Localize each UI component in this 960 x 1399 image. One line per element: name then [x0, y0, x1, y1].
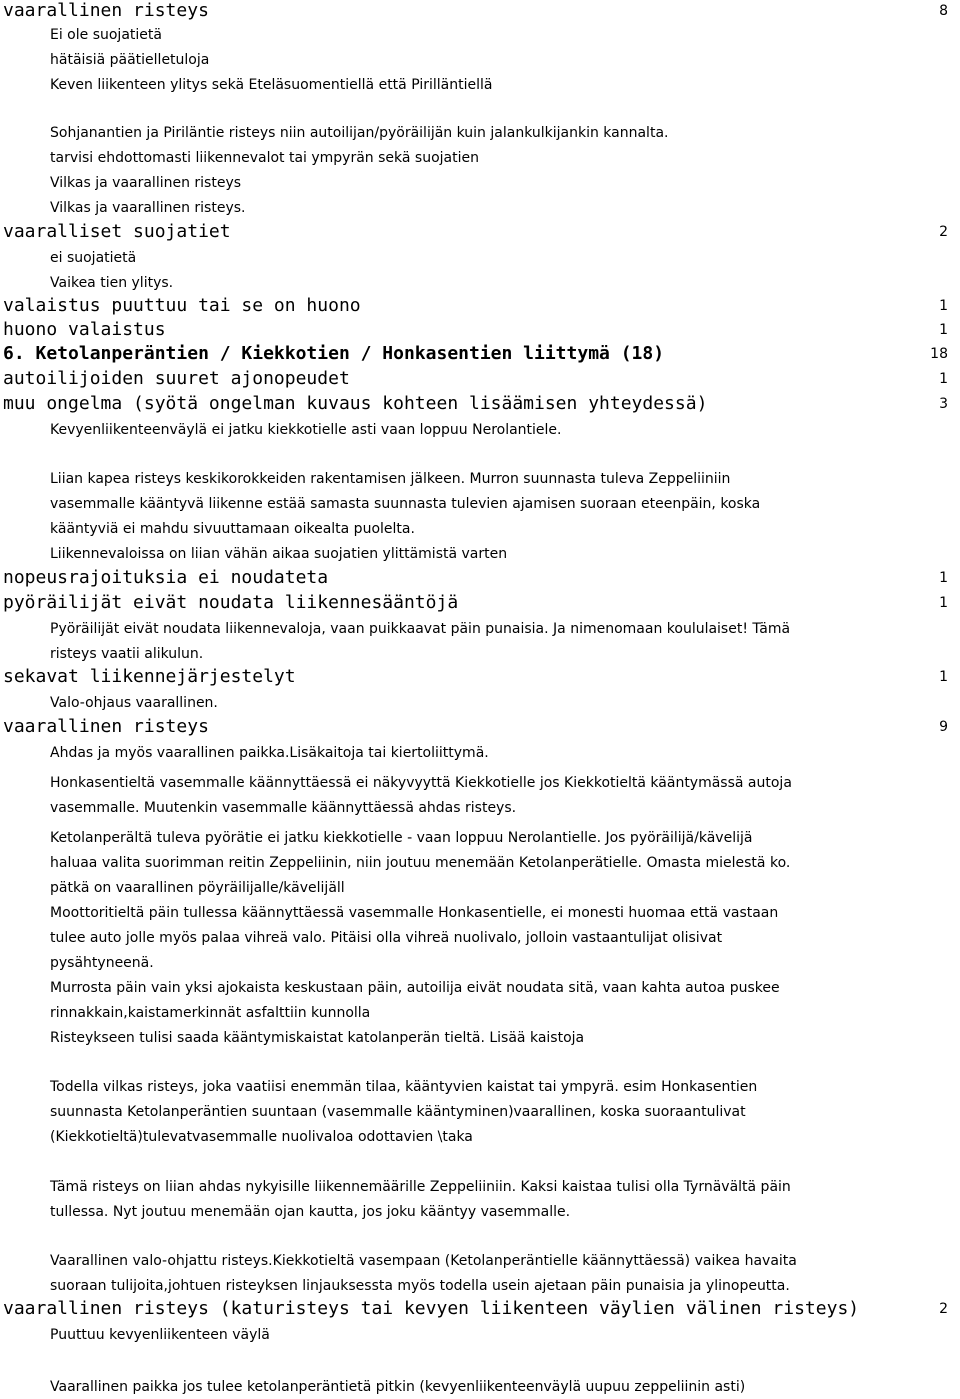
comment-text: Kevyenliikenteenväylä ei jatku kiekkotielle asti vaan loppuu Nerolantiele.: [50, 422, 562, 438]
comment-text: Vilkas ja vaarallinen risteys.: [50, 200, 246, 216]
comment-text: tarvisi ehdottomasti liikennevalot tai ympyrän sekä suojatien: [50, 150, 479, 166]
comment-text: vasemmalle kääntyvä liikenne estää samasta suunnasta tulevien ajamisen suoraan eteenpäin, koska: [50, 496, 761, 512]
comment-text: suoraan tulijoita,johtuen risteyksen linjauksessta myös todella usein ajetaan päin punaisia ja ylinopeutta.: [50, 1278, 790, 1294]
comment-text: Vaarallinen paikka jos tulee ketolanperäntietä pitkin (kevyenliikenteenväylä uupuu zeppeliinin asti): [50, 1379, 746, 1395]
comment-text: Moottoritieltä päin tullessa käännyttäessä vasemmalle Honkasentielle, ei monesti huomaa että vastaan: [50, 905, 779, 921]
response-count: 1: [939, 322, 948, 338]
comment-text: Tämä risteys on liian ahdas nykyisille liikennemäärille Zeppeliiniin. Kaksi kaistaa tulisi olla Tyrnävältä päin: [50, 1179, 791, 1195]
comment-text: Vaikea tien ylitys.: [50, 275, 174, 291]
comment-text: Liian kapea risteys keskikorokkeiden rakentamisen jälkeen. Murron suunnasta tuleva Zeppeliiniin: [50, 471, 731, 487]
comment-text: suunnasta Ketolanperäntien suuntaan (vasemmalle kääntyminen)vaarallinen, koska suoraantulivat: [50, 1104, 746, 1120]
category-heading: 6. Ketolanperäntien / Kiekkotien / Honkasentien liittymä (18): [3, 343, 665, 364]
comment-text: (Kiekkotieltä)tulevatvasemmalle nuolivaloa odottavien \taka: [50, 1129, 473, 1145]
comment-text: Todella vilkas risteys, joka vaatiisi enemmän tilaa, kääntyvien kaistat tai ympyrä. esim Honkasentien: [50, 1079, 758, 1095]
response-count: 1: [939, 371, 948, 387]
comment-text: rinnakkain,kaistamerkinnät asfalttiin kunnolla: [50, 1005, 371, 1021]
comment-text: ei suojatietä: [50, 250, 137, 266]
category-heading: vaarallinen risteys: [3, 0, 209, 21]
comment-text: pätkä on vaarallinen pöyräilijalle/kävelijäll: [50, 880, 345, 896]
comment-text: Valo-ohjaus vaarallinen.: [50, 695, 218, 711]
comment-text: Keven liikenteen ylitys sekä Eteläsuomentiellä että Pirilläntiellä: [50, 77, 493, 93]
category-heading: autoilijoiden suuret ajonopeudet: [3, 368, 350, 389]
comment-text: pysähtyneenä.: [50, 955, 154, 971]
category-heading: huono valaistus: [3, 319, 166, 340]
response-count: 1: [939, 570, 948, 586]
response-count: 18: [930, 346, 948, 362]
category-heading: vaarallinen risteys (katuristeys tai kevyen liikenteen väylien välinen risteys): [3, 1298, 860, 1319]
response-count: 1: [939, 298, 948, 314]
category-heading: sekavat liikennejärjestelyt: [3, 666, 296, 687]
comment-text: Ketolanperältä tuleva pyörätie ei jatku kiekkotielle - vaan loppuu Nerolantielle. Jos pyöräilijä/kävelijä: [50, 830, 753, 846]
comment-text: Liikennevaloissa on liian vähän aikaa suojatien ylittämistä varten: [50, 546, 508, 562]
comment-text: Sohjanantien ja Piriläntie risteys niin autoilijan/pyöräilijän kuin jalankulkijankin kannalta.: [50, 125, 669, 141]
comment-text: risteys vaatii alikulun.: [50, 646, 204, 662]
comment-text: Ahdas ja myös vaarallinen paikka.Lisäkaitoja tai kiertoliittymä.: [50, 745, 489, 761]
comment-text: vasemmalle. Muutenkin vasemmalle käännyttäessä ahdas risteys.: [50, 800, 517, 816]
category-heading: nopeusrajoituksia ei noudateta: [3, 567, 329, 588]
response-count: 3: [939, 396, 948, 412]
comment-text: Puuttuu kevyenliikenteen väylä: [50, 1327, 270, 1343]
comment-text: tulee auto jolle myös palaa vihreä valo. Pitäisi olla vihreä nuolivalo, jolloin vastaantulijat olisivat: [50, 930, 723, 946]
comment-text: hätäisiä päätielletuloja: [50, 52, 210, 68]
comment-text: Vilkas ja vaarallinen risteys: [50, 175, 242, 191]
category-heading: muu ongelma (syötä ongelman kuvaus kohteen lisäämisen yhteydessä): [3, 393, 708, 414]
comment-text: Ei ole suojatietä: [50, 27, 162, 43]
category-heading: vaarallinen risteys: [3, 716, 209, 737]
comment-text: Vaarallinen valo-ohjattu risteys.Kiekkotieltä vasempaan (Ketolanperäntielle käännyttäessä) vaikea havaita: [50, 1253, 797, 1269]
comment-text: Murrosta päin vain yksi ajokaista keskustaan päin, autoilija eivät noudata sitä, vaan kahta autoa puskee: [50, 980, 780, 996]
comment-text: haluaa valita suorimman reitin Zeppeliinin, niin joutuu menemään Ketolanperätielle. Omasta mielestä ko.: [50, 855, 791, 871]
response-count: 2: [939, 224, 948, 240]
comment-text: Risteykseen tulisi saada kääntymiskaistat katolanperän tieltä. Lisää kaistoja: [50, 1030, 585, 1046]
comment-text: tullessa. Nyt joutuu menemään ojan kautta, jos joku kääntyy vasemmalle.: [50, 1204, 571, 1220]
response-count: 9: [939, 719, 948, 735]
comment-text: kääntyviä ei mahdu sivuuttamaan oikealta puolelta.: [50, 521, 415, 537]
response-count: 1: [939, 669, 948, 685]
category-heading: pyöräilijät eivät noudata liikennesääntöjä: [3, 592, 459, 613]
comment-text: Honkasentieltä vasemmalle käännyttäessä ei näkyvyyttä Kiekkotielle jos Kiekkotieltä kääntymässä autoja: [50, 775, 792, 791]
category-heading: vaaralliset suojatiet: [3, 221, 231, 242]
response-count: 2: [939, 1301, 948, 1317]
category-heading: valaistus puuttuu tai se on huono: [3, 295, 361, 316]
response-count: 1: [939, 595, 948, 611]
response-count: 8: [939, 3, 948, 19]
comment-text: Pyöräilijät eivät noudata liikennevaloja, vaan puikkaavat päin punaisia. Ja nimenomaan koululaiset! Tämä: [50, 621, 791, 637]
